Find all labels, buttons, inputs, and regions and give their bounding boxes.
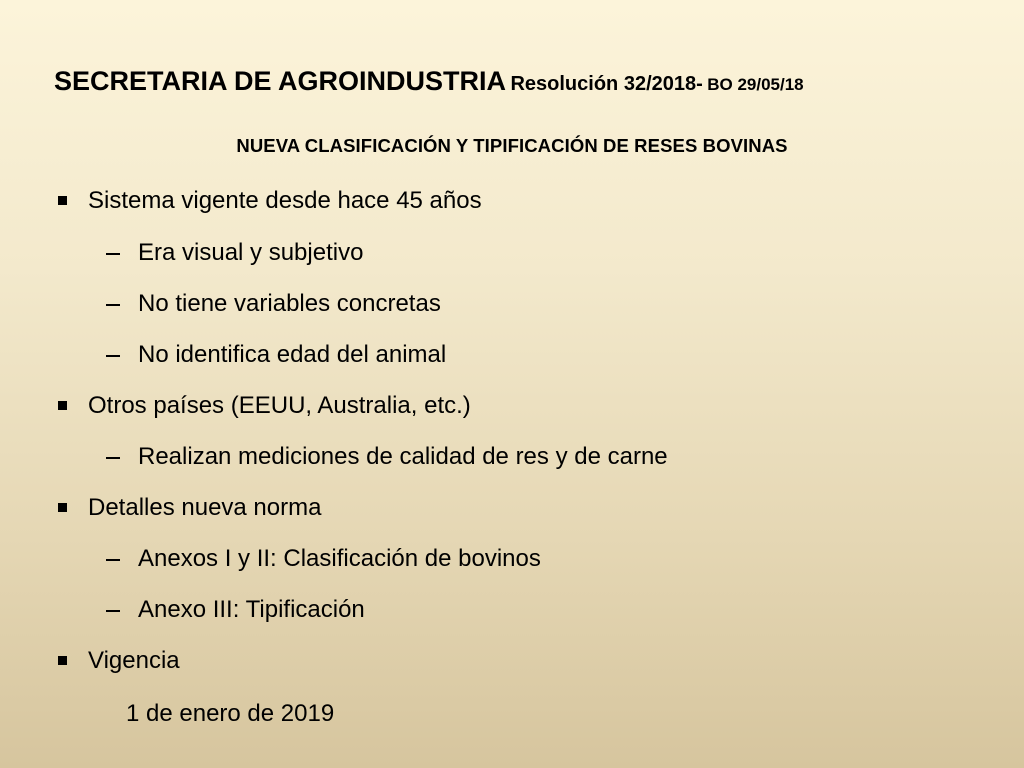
list-item: Sistema vigente desde hace 45 años <box>88 187 482 214</box>
list-item-detail: 1 de enero de 2019 <box>126 700 335 727</box>
list-item: Realizan mediciones de calidad de res y de carne <box>138 443 668 470</box>
title-bo: BO 29/05/18 <box>707 75 804 94</box>
slide-title <box>54 66 804 97</box>
list-item: Era visual y subjetivo <box>138 239 364 266</box>
list-item: Anexo III: Tipificación <box>138 596 365 623</box>
list-item: Otros países (EEUU, Australia, etc.) <box>88 392 471 419</box>
square-bullet-icon <box>58 196 67 205</box>
slide-subtitle: NUEVA CLASIFICACIÓN Y TIPIFICACIÓN DE RESES BOVINAS <box>236 135 788 156</box>
list-item: Vigencia <box>88 647 180 674</box>
title-main: SECRETARIA DE AGROINDUSTRIA <box>54 66 507 96</box>
dash-bullet-icon <box>106 610 120 612</box>
list-item: Anexos I y II: Clasificación de bovinos <box>138 545 541 572</box>
square-bullet-icon <box>58 503 67 512</box>
dash-bullet-icon <box>106 304 120 306</box>
square-bullet-icon <box>58 656 67 665</box>
dash-bullet-icon <box>106 253 120 255</box>
list-item: No tiene variables concretas <box>138 290 441 317</box>
square-bullet-icon <box>58 401 67 410</box>
list-item: No identifica edad del animal <box>138 341 447 368</box>
title-resolution: Resolución 32/2018- <box>510 73 703 95</box>
dash-bullet-icon <box>106 457 120 459</box>
list-item: Detalles nueva norma <box>88 494 322 521</box>
dash-bullet-icon <box>106 559 120 561</box>
dash-bullet-icon <box>106 355 120 357</box>
